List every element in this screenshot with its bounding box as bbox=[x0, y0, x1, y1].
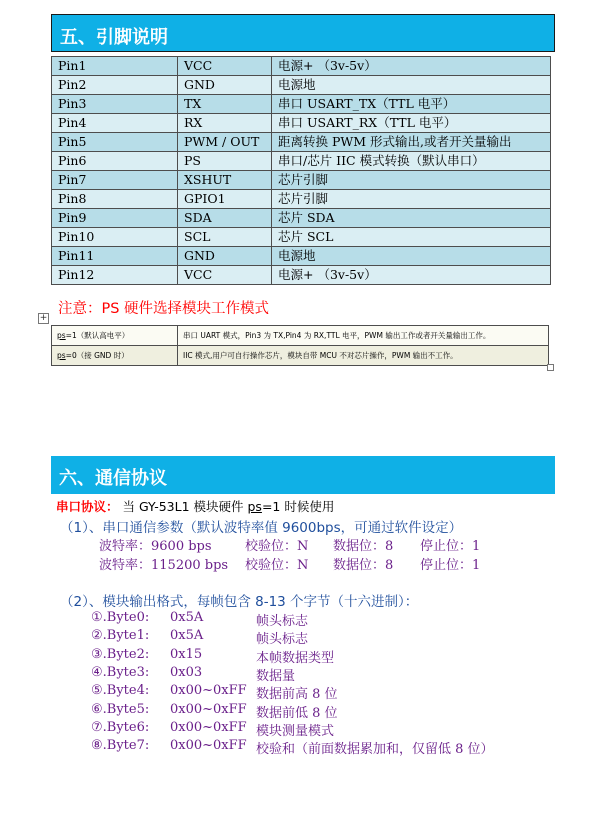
pin-pin-cell: Pin10 bbox=[52, 228, 178, 247]
pin-row bbox=[52, 152, 551, 171]
section5-title: 五、引脚说明 bbox=[60, 27, 168, 48]
section6-title: 六、通信协议 bbox=[59, 468, 167, 489]
pin-name-cell: XSHUT bbox=[178, 171, 272, 190]
pin-desc-cell: 电源+ （3v-5v） bbox=[272, 57, 551, 76]
table-move-icon[interactable]: + bbox=[39, 313, 48, 323]
protocol-line: 串口协议： 当 GY-53L1 模块硬件 ps=1 时候使用 bbox=[56, 499, 335, 514]
byte-val: 0x00~0xFF bbox=[170, 701, 247, 717]
pin-name-cell: VCC bbox=[178, 57, 272, 76]
param-data: 数据位：8 bbox=[333, 558, 394, 573]
ps-mode-note: 注意：PS 硬件选择模块工作模式 bbox=[58, 301, 270, 317]
pin-desc-cell: 电源地 bbox=[272, 76, 551, 95]
pin-row bbox=[52, 95, 551, 114]
ps-desc-cell: IIC 模式,用户可自行操作芯片，模块自带 MCU 不对芯片操作，PWM 输出不工作。 bbox=[178, 346, 549, 366]
pin-desc-cell: 串口 USART_RX（TTL 电平） bbox=[272, 114, 551, 133]
ps-cond-cell: ps=1（默认高电平） bbox=[52, 326, 178, 346]
pin-name-cell: TX bbox=[178, 95, 272, 114]
pin-row bbox=[52, 247, 551, 266]
pin-pin-cell: Pin8 bbox=[52, 190, 178, 209]
pin-row bbox=[52, 76, 551, 95]
pin-pin-cell: Pin12 bbox=[52, 266, 178, 285]
pin-pin-cell: Pin1 bbox=[52, 57, 178, 76]
pin-pin-cell: Pin3 bbox=[52, 95, 178, 114]
table-resize-handle[interactable] bbox=[547, 364, 554, 371]
pin-desc-cell: 串口/芯片 IIC 模式转换（默认串口） bbox=[272, 152, 551, 171]
byte-val: 0x15 bbox=[170, 646, 203, 662]
ps-row bbox=[52, 326, 549, 346]
pin-row bbox=[52, 228, 551, 247]
pin-pin-cell: Pin5 bbox=[52, 133, 178, 152]
pin-row bbox=[52, 57, 551, 76]
byte-idx: ⑧.Byte7: bbox=[91, 738, 150, 754]
pin-row bbox=[52, 114, 551, 133]
ps-desc-cell: 串口 UART 模式，Pin3 为 TX,Pin4 为 RX,TTL 电平，PWM 输出工作或者开关量输出工作。 bbox=[178, 326, 549, 346]
byte-idx: ⑦.Byte6: bbox=[91, 719, 150, 735]
pin-name-cell: PS bbox=[178, 152, 272, 171]
pin-pin-cell: Pin7 bbox=[52, 171, 178, 190]
byte-idx: ③.Byte2: bbox=[91, 646, 150, 662]
pin-desc-cell: 芯片 SCL bbox=[272, 228, 551, 247]
pin-row bbox=[52, 190, 551, 209]
byte-idx: ⑤.Byte4: bbox=[91, 683, 150, 699]
pin-row bbox=[52, 171, 551, 190]
param-baud: 波特率：115200 bps bbox=[99, 558, 229, 573]
byte-desc: 帧头标志 bbox=[256, 614, 309, 629]
param-baud: 波特率：9600 bps bbox=[99, 539, 212, 554]
byte-idx: ④.Byte3: bbox=[91, 664, 150, 680]
byte-val: 0x03 bbox=[170, 664, 203, 680]
byte-desc: 模块测量模式 bbox=[256, 723, 335, 739]
pin-desc-cell: 电源地 bbox=[272, 247, 551, 266]
section6-header bbox=[51, 456, 555, 494]
param-stop: 停止位：1 bbox=[420, 558, 481, 573]
section5-header bbox=[51, 14, 555, 52]
byte-val: 0x00~0xFF bbox=[170, 683, 247, 699]
param-check: 校验位：N bbox=[245, 558, 309, 573]
pin-name-cell: SCL bbox=[178, 228, 272, 247]
pin-name-cell: RX bbox=[178, 114, 272, 133]
byte-desc: 校验和（前面数据累加和，仅留低 8 位） bbox=[256, 742, 494, 758]
pin-name-cell: PWM / OUT bbox=[178, 133, 272, 152]
byte-val: 0x00~0xFF bbox=[170, 719, 247, 735]
pin-desc-cell: 串口 USART_TX（TTL 电平） bbox=[272, 95, 551, 114]
byte-desc: 数据前高 8 位 bbox=[256, 687, 338, 703]
byte-idx: ⑥.Byte5: bbox=[91, 701, 150, 717]
ps-mode-table bbox=[51, 325, 549, 366]
pin-name-cell: GPIO1 bbox=[178, 190, 272, 209]
ps-cond-cell: ps=0（接 GND 时） bbox=[52, 346, 178, 366]
byte-desc: 数据前低 8 位 bbox=[256, 705, 338, 721]
byte-desc: 帧头标志 bbox=[256, 632, 309, 648]
pin-table bbox=[51, 56, 551, 285]
pin-pin-cell: Pin11 bbox=[52, 247, 178, 266]
pin-desc-cell: 距离转换 PWM 形式输出,或者开关量输出 bbox=[272, 133, 551, 152]
pin-pin-cell: Pin4 bbox=[52, 114, 178, 133]
pin-row bbox=[52, 266, 551, 285]
pin-desc-cell: 芯片引脚 bbox=[272, 190, 551, 209]
ps-row bbox=[52, 346, 549, 366]
param-check: 校验位：N bbox=[245, 539, 309, 554]
pin-pin-cell: Pin9 bbox=[52, 209, 178, 228]
format-heading: （2）、模块输出格式，每帧包含 8-13 个字节（十六进制）： bbox=[60, 594, 419, 610]
pin-row bbox=[52, 209, 551, 228]
byte-idx: ②.Byte1: bbox=[91, 628, 150, 644]
byte-desc: 数据量 bbox=[256, 668, 296, 684]
pin-name-cell: GND bbox=[178, 247, 272, 266]
param-stop: 停止位：1 bbox=[420, 539, 481, 554]
byte-val: 0x5A bbox=[170, 610, 204, 625]
pin-desc-cell: 电源+ （3v-5v） bbox=[272, 266, 551, 285]
pin-pin-cell: Pin6 bbox=[52, 152, 178, 171]
params-heading: （1）、串口通信参数（默认波特率值 9600bps，可通过软件设定） bbox=[60, 520, 463, 536]
pin-name-cell: VCC bbox=[178, 266, 272, 285]
byte-desc: 本帧数据类型 bbox=[256, 650, 335, 666]
pin-name-cell: GND bbox=[178, 76, 272, 95]
pin-pin-cell: Pin2 bbox=[52, 76, 178, 95]
pin-name-cell: SDA bbox=[178, 209, 272, 228]
byte-val: 0x00~0xFF bbox=[170, 738, 247, 754]
param-data: 数据位：8 bbox=[333, 539, 394, 554]
byte-idx: ①.Byte0: bbox=[91, 610, 150, 625]
pin-row bbox=[52, 133, 551, 152]
pin-desc-cell: 芯片 SDA bbox=[272, 209, 551, 228]
byte-val: 0x5A bbox=[170, 628, 204, 644]
pin-desc-cell: 芯片引脚 bbox=[272, 171, 551, 190]
